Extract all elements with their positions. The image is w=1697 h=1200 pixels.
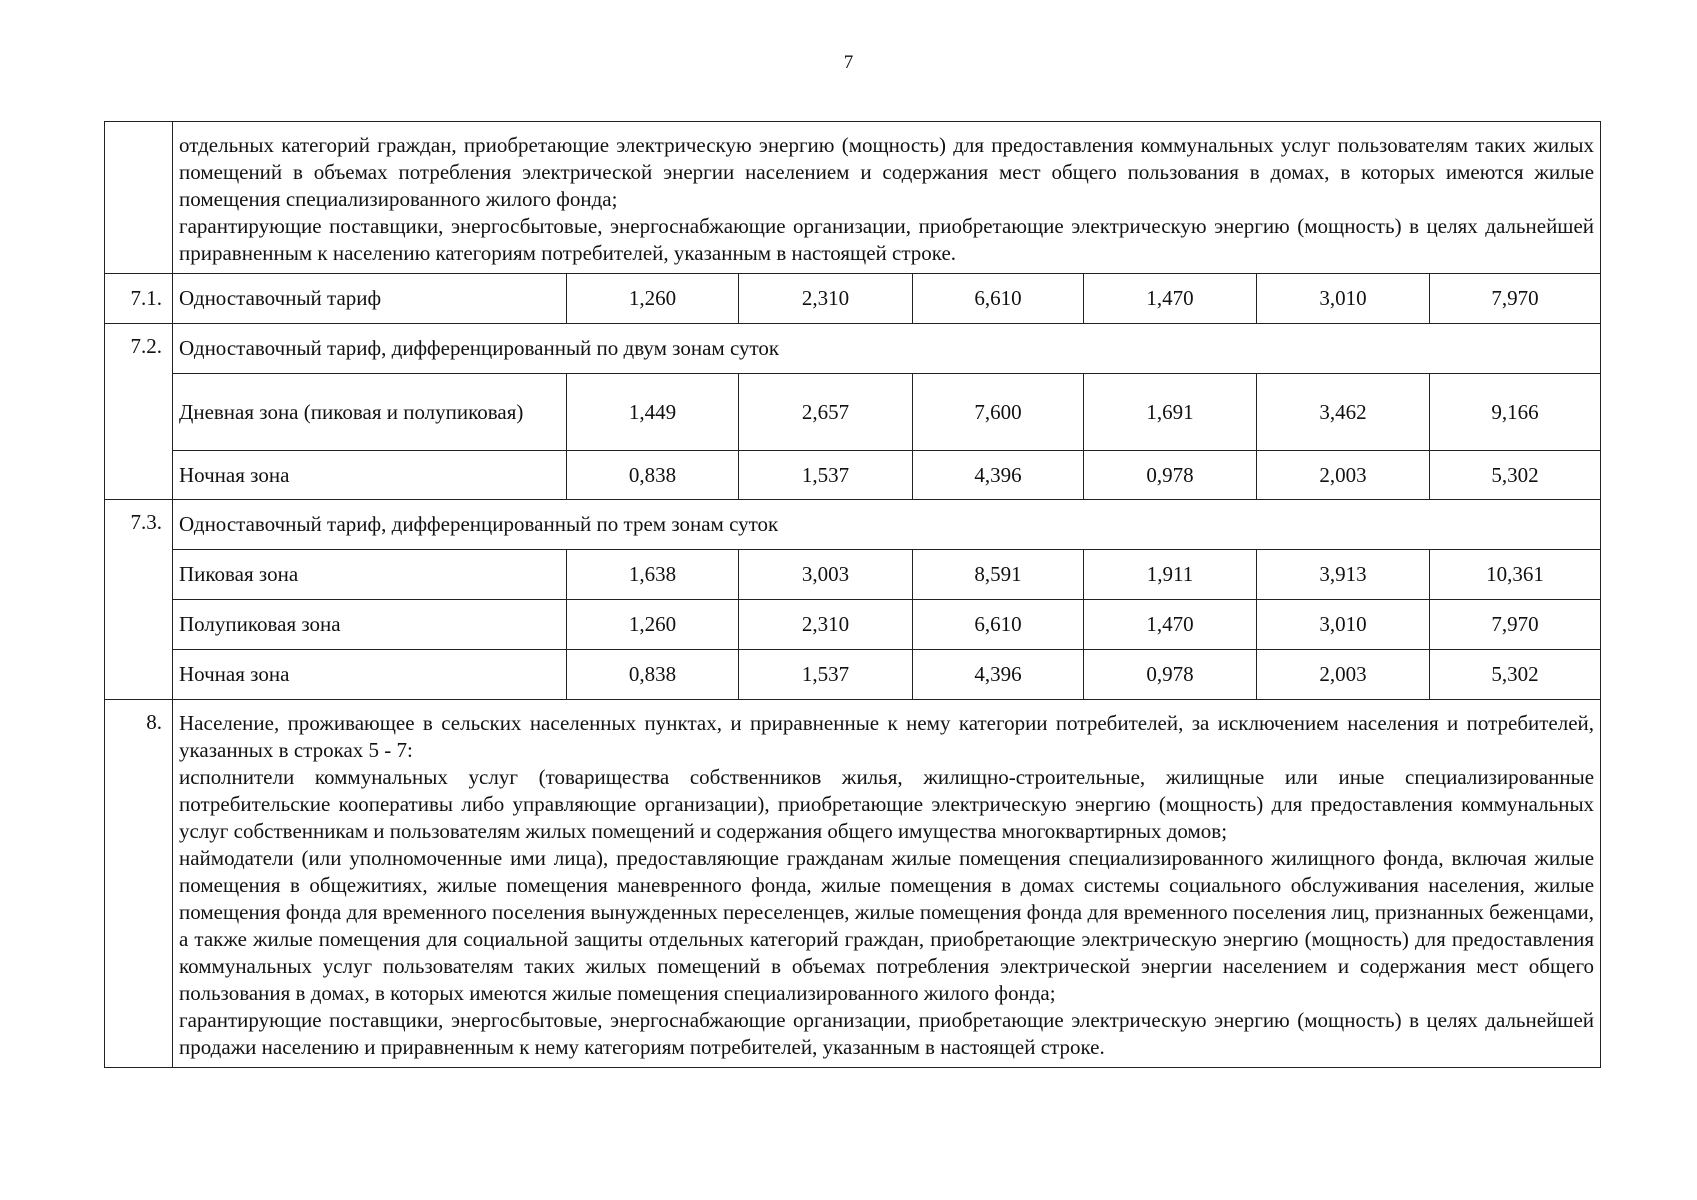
row-8-text	[173, 700, 1601, 1068]
value-cell: 1,911	[1084, 550, 1257, 600]
value-cell: 1,470	[1084, 600, 1257, 650]
value-cell: 2,003	[1257, 650, 1430, 700]
value-cell: 0,978	[1084, 451, 1257, 500]
value-cell: 2,310	[739, 600, 913, 650]
tariff-table	[104, 121, 1601, 1068]
value-cell: 6,610	[913, 274, 1084, 324]
row-number: 7.2.	[105, 324, 173, 500]
row-label: Ночная зона	[173, 451, 567, 500]
value-cell: 1,470	[1084, 274, 1257, 324]
page-number: 7	[843, 52, 854, 73]
value-cell: 1,449	[567, 374, 739, 451]
value-cell: 5,302	[1430, 650, 1601, 700]
paragraph: Население, проживающее в сельских населенных пунктах, и приравненные к нему категории потребителей, за исключением населения и потребителей, указанных в строках 5 - 7:	[179, 711, 1595, 762]
value-cell: 7,970	[1430, 274, 1601, 324]
value-cell: 4,396	[913, 451, 1084, 500]
value-cell: 10,361	[1430, 550, 1601, 600]
value-cell: 0,838	[567, 650, 739, 700]
value-cell: 1,691	[1084, 374, 1257, 451]
table-row-7-2-night	[105, 451, 1601, 500]
table-row-8	[105, 700, 1601, 1068]
value-cell: 3,913	[1257, 550, 1430, 600]
paragraph: гарантирующие поставщики, энергосбытовые, энергоснабжающие организации, приобретающие электрическую энергию (мощность) в целях дальнейшей приравненным к населению категориям потребителей, указанным в настоящей строке.	[179, 214, 1595, 265]
paragraph: гарантирующие поставщики, энергосбытовые, энергоснабжающие организации, приобретающие электрическую энергию (мощность) в целях дальнейшей продажи населению и приравненным к нему категориям потребителей, указанным в настоящей строке.	[179, 1008, 1595, 1059]
section-header: Одноставочный тариф, дифференцированный по двум зонам суток	[173, 324, 1601, 374]
value-cell: 2,003	[1257, 451, 1430, 500]
value-cell: 6,610	[913, 600, 1084, 650]
value-cell: 1,260	[567, 600, 739, 650]
table-row-7-2-header	[105, 324, 1601, 374]
row-number: 7.3.	[105, 500, 173, 700]
row-label: Полупиковая зона	[173, 600, 567, 650]
table-row-7-3-header	[105, 500, 1601, 550]
table-row-7-3-half-peak	[105, 600, 1601, 650]
value-cell: 9,166	[1430, 374, 1601, 451]
value-cell: 4,396	[913, 650, 1084, 700]
value-cell: 1,260	[567, 274, 739, 324]
value-cell: 0,838	[567, 451, 739, 500]
value-cell: 3,010	[1257, 600, 1430, 650]
value-cell: 3,003	[739, 550, 913, 600]
value-cell: 2,657	[739, 374, 913, 451]
value-cell: 7,600	[913, 374, 1084, 451]
table-row-7-3-peak	[105, 550, 1601, 600]
row-label: Пиковая зона	[173, 550, 567, 600]
value-cell: 7,970	[1430, 600, 1601, 650]
row-number: 7.1.	[105, 274, 173, 324]
value-cell: 3,010	[1257, 274, 1430, 324]
value-cell: 0,978	[1084, 650, 1257, 700]
value-cell: 8,591	[913, 550, 1084, 600]
value-cell: 1,638	[567, 550, 739, 600]
section-header: Одноставочный тариф, дифференцированный по трем зонам суток	[173, 500, 1601, 550]
table-row-7-1	[105, 274, 1601, 324]
paragraph: отдельных категорий граждан, приобретающие электрическую энергию (мощность) для предоставления коммунальных услуг пользователям таких жилых помещений в объемах потребления электрической энергии населением и содержания мест общего пользования в домах, в которых имеются жилые помещения специализированного жилого фонда;	[179, 133, 1595, 211]
value-cell: 1,537	[739, 650, 913, 700]
value-cell: 3,462	[1257, 374, 1430, 451]
row-7-text	[173, 122, 1601, 274]
value-cell: 2,310	[739, 274, 913, 324]
row-number-cell	[105, 122, 173, 274]
row-label: Одноставочный тариф	[173, 274, 567, 324]
row-label: Дневная зона (пиковая и полупиковая)	[173, 374, 567, 451]
value-cell: 1,537	[739, 451, 913, 500]
row-7-continuation	[105, 122, 1601, 274]
table-row-7-3-night	[105, 650, 1601, 700]
row-number: 8.	[105, 700, 173, 1068]
value-cell: 5,302	[1430, 451, 1601, 500]
paragraph: наймодатели (или уполномоченные ими лица), предоставляющие гражданам жилые помещения специализированного жилищного фонда, включая жилые помещения в общежитиях, жилые помещения маневренного фонда, жилые помещения в домах системы социального обслуживания населения, жилые помещения фонда для временного поселения вынужденных переселенцев, жилые помещения фонда для временного поселения лиц, признанных беженцами, а также жилые помещения для социальной защиты отдельных категорий граждан, приобретающие электрическую энергию (мощность) для предоставления коммунальных услуг пользователям таких жилых помещений в объемах потребления электрической энергии населением и содержания мест общего пользования в домах, в которых имеются жилые помещения специализированного жилого фонда;	[179, 846, 1595, 1005]
row-label: Ночная зона	[173, 650, 567, 700]
paragraph: исполнители коммунальных услуг (товарищества собственников жилья, жилищно-строительные, жилищные или иные специализированные потребительские кооперативы либо управляющие организации), приобретающие электрическую энергию (мощность) для предоставления коммунальных услуг собственникам и пользователям жилых помещений и содержания общего имущества многоквартирных домов;	[179, 765, 1595, 843]
table-row-7-2-day	[105, 374, 1601, 451]
